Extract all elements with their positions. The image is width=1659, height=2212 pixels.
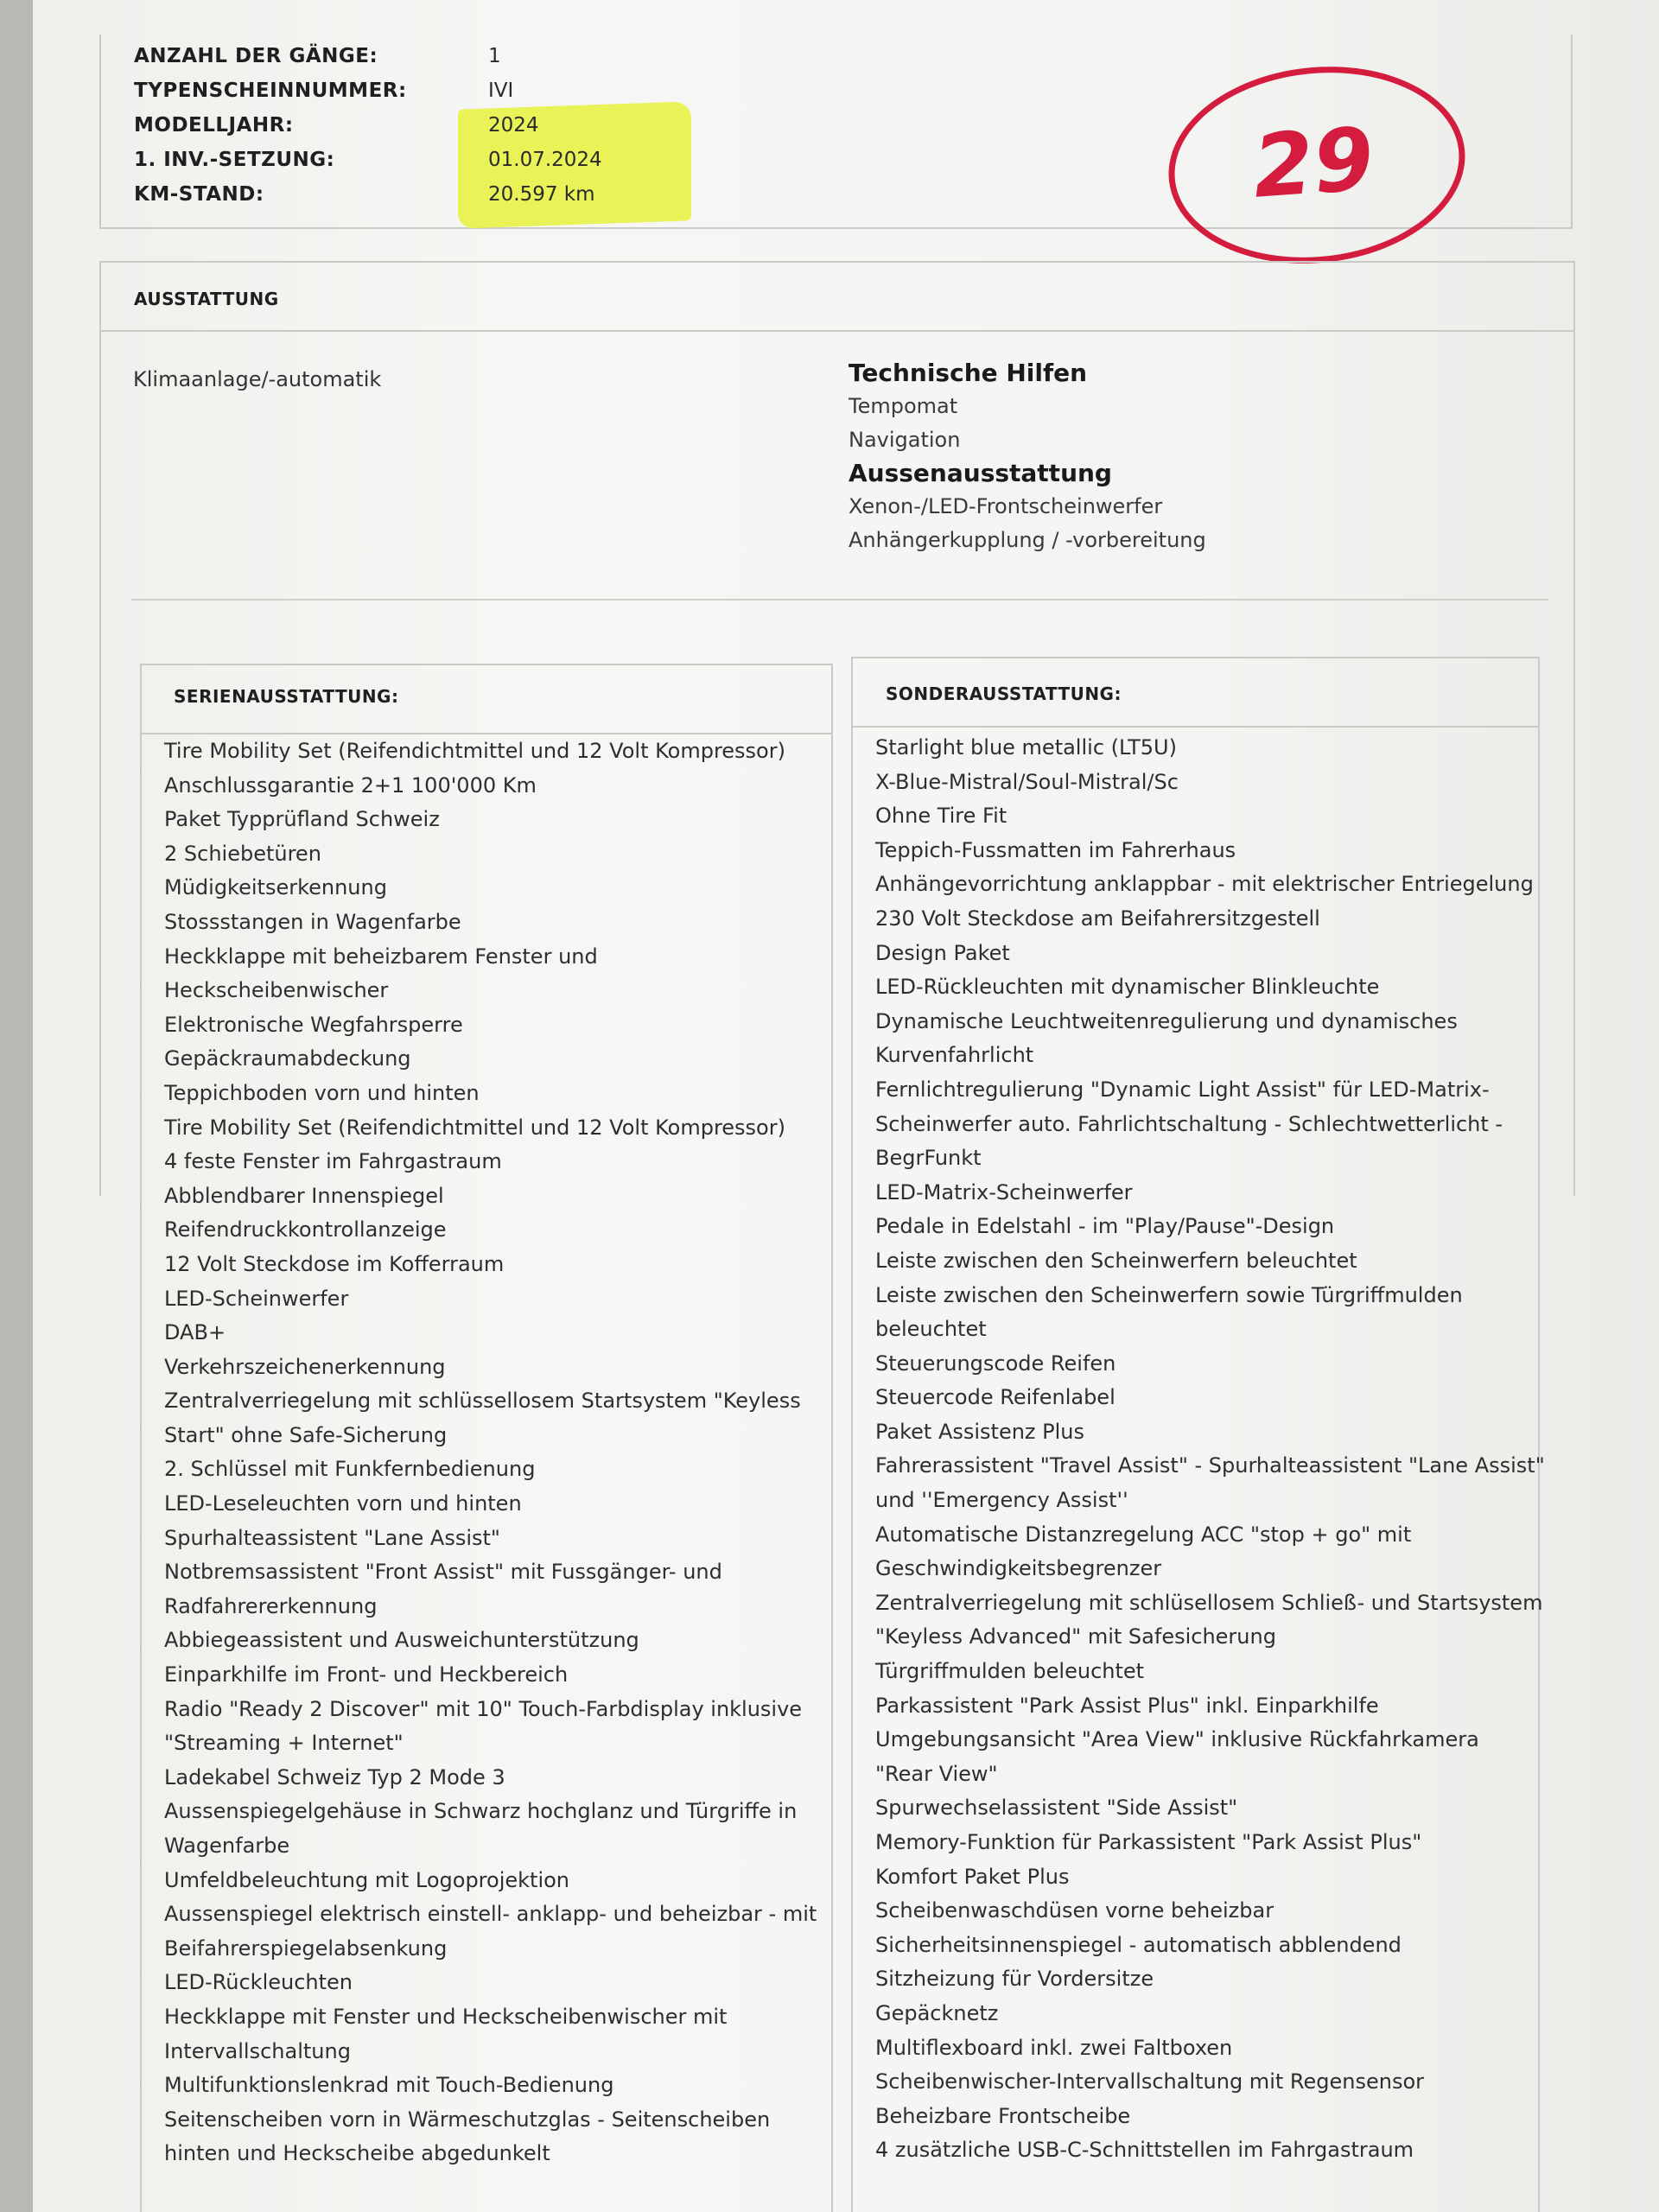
serienausstattung-title: SERIENAUSSTATTUNG:	[174, 686, 399, 707]
list-item: Paket Assistenz Plus	[875, 1419, 1085, 1444]
list-item: Aussenspiegel elektrisch einstell- anklapp- und beheizbar - mit	[164, 1902, 817, 1927]
list-item: Zentralverriegelung mit schlüssellosem Startsystem "Keyless	[164, 1389, 801, 1414]
list-item: Spurwechselassistent "Side Assist"	[875, 1796, 1238, 1821]
spec-value: 2024	[488, 114, 539, 137]
list-item: Heckscheibenwischer	[164, 978, 389, 1003]
list-item: 2 Schiebetüren	[164, 841, 321, 866]
list-item: Steuercode Reifenlabel	[875, 1385, 1116, 1410]
list-item: Wagenfarbe	[164, 1834, 290, 1858]
list-item: Sicherheitsinnenspiegel - automatisch abblendend	[875, 1932, 1402, 1957]
list-item: Notbremsassistent "Front Assist" mit Fussgänger- und	[164, 1560, 722, 1585]
list-item: 2. Schlüssel mit Funkfernbedienung	[164, 1457, 536, 1482]
list-item: Abbiegeassistent und Ausweichunterstützung	[164, 1628, 639, 1653]
list-item: Zentralverriegelung mit schlüsellosem Schließ- und Startsystem	[875, 1590, 1543, 1615]
list-item: BegrFunkt	[875, 1146, 982, 1171]
list-item: Komfort Paket Plus	[875, 1864, 1070, 1889]
list-item: Scheinwerfer auto. Fahrlichtschaltung - Schlechtwetterlicht -	[875, 1111, 1503, 1136]
group-item: Xenon-/LED-Frontscheinwerfer	[849, 494, 1163, 518]
sonderausstattung-title: SONDERAUSSTATTUNG:	[886, 683, 1122, 704]
list-item: Verkehrszeichenerkennung	[164, 1354, 446, 1379]
list-item: "Streaming + Internet"	[164, 1731, 404, 1756]
list-item: LED-Rückleuchten	[164, 1970, 353, 1995]
divider	[131, 599, 1548, 601]
list-item: 4 feste Fenster im Fahrgastraum	[164, 1149, 502, 1174]
list-item: LED-Leseleuchten vorn und hinten	[164, 1491, 522, 1516]
list-item: Geschwindigkeitsbegrenzer	[875, 1556, 1162, 1581]
ausstattung-title: AUSSTATTUNG	[134, 289, 279, 309]
handwritten-number: 29	[1249, 108, 1377, 218]
list-item: Automatische Distanzregelung ACC "stop + go" mit	[875, 1522, 1412, 1547]
list-item: 12 Volt Steckdose im Kofferraum	[164, 1251, 505, 1276]
list-item: DAB+	[164, 1320, 226, 1345]
frame-line	[99, 332, 101, 1196]
list-item: Starlight blue metallic (LT5U)	[875, 735, 1177, 760]
list-item: Müdigkeitserkennung	[164, 875, 387, 900]
list-item: Teppich-Fussmatten im Fahrerhaus	[875, 837, 1236, 862]
list-item: Umgebungsansicht "Area View" inklusive Rückfahrkamera	[875, 1727, 1479, 1752]
list-item: Kurvenfahrlicht	[875, 1043, 1034, 1068]
list-item: Parkassistent "Park Assist Plus" inkl. Einparkhilfe	[875, 1693, 1379, 1718]
frame-line	[1573, 332, 1575, 1196]
spec-value: 1	[488, 45, 501, 67]
spec-value: 20.597 km	[488, 183, 595, 206]
list-item: Radio "Ready 2 Discover" mit 10" Touch-Farbdisplay inklusive	[164, 1696, 803, 1721]
spec-label: TYPENSCHEINNUMMER:	[134, 79, 407, 102]
list-item: und ''Emergency Assist''	[875, 1488, 1128, 1513]
list-item: Start" ohne Safe-Sicherung	[164, 1422, 448, 1447]
list-item: Design Paket	[875, 940, 1010, 965]
group-item: Anhängerkupplung / -vorbereitung	[849, 528, 1206, 552]
list-item: Tire Mobility Set (Reifendichtmittel und 12 Volt Kompressor)	[164, 739, 785, 763]
list-item: Tire Mobility Set (Reifendichtmittel und 12 Volt Kompressor)	[164, 1115, 785, 1140]
sonderausstattung-list	[875, 731, 1545, 2168]
list-item: Heckklappe mit Fenster und Heckscheibenwischer mit	[164, 2004, 728, 2029]
group-item: Tempomat	[849, 394, 958, 418]
list-item: Dynamische Leuchtweitenregulierung und dynamisches	[875, 1008, 1458, 1033]
ausstattung-header	[99, 261, 1575, 332]
list-item: Umfeldbeleuchtung mit Logoprojektion	[164, 1867, 570, 1892]
group-heading: Technische Hilfen	[849, 359, 1088, 387]
list-item: Elektronische Wegfahrsperre	[164, 1012, 463, 1037]
list-item: Radfahrererkennung	[164, 1593, 378, 1618]
spec-value: IVI	[488, 79, 514, 102]
list-item: Abblendbarer Innenspiegel	[164, 1183, 444, 1208]
list-item: 4 zusätzliche USB-C-Schnittstellen im Fahrgastraum	[875, 2138, 1414, 2163]
list-item: Spurhalteassistent "Lane Assist"	[164, 1525, 500, 1550]
list-item: Beifahrerspiegelabsenkung	[164, 1936, 448, 1961]
list-item: Gepäcknetz	[875, 2000, 999, 2025]
spec-label: MODELLJAHR:	[134, 114, 294, 137]
spec-label: 1. INV.-SETZUNG:	[134, 149, 335, 171]
list-item: Anhängevorrichtung anklappbar - mit elektrischer Entriegelung	[875, 872, 1534, 897]
serienausstattung-list	[164, 734, 817, 2171]
list-item: "Rear View"	[875, 1761, 998, 1786]
list-item: Ohne Tire Fit	[875, 804, 1007, 829]
list-item: Scheibenwaschdüsen vorne beheizbar	[875, 1898, 1274, 1923]
list-item: Stossstangen in Wagenfarbe	[164, 909, 461, 934]
list-item: Sitzheizung für Vordersitze	[875, 1967, 1154, 1992]
list-item: Leiste zwischen den Scheinwerfern beleuchtet	[875, 1248, 1357, 1273]
list-item: Ladekabel Schweiz Typ 2 Mode 3	[164, 1764, 505, 1789]
list-item: 230 Volt Steckdose am Beifahrersitzgestell	[875, 906, 1320, 931]
list-item: beleuchtet	[875, 1317, 987, 1342]
list-item: Türgriffmulden beleuchtet	[875, 1659, 1145, 1684]
list-item: Heckklappe mit beheizbarem Fenster und	[164, 944, 598, 969]
list-item: Aussenspiegelgehäuse in Schwarz hochglanz und Türgriffe in	[164, 1799, 798, 1824]
list-item: Fahrerassistent "Travel Assist" - Spurhalteassistent "Lane Assist"	[875, 1453, 1545, 1478]
list-item: Paket Typprüfland Schweiz	[164, 807, 440, 832]
group-heading: Aussenausstattung	[849, 459, 1112, 487]
list-item: Multiflexboard inkl. zwei Faltboxen	[875, 2035, 1233, 2060]
list-item: hinten und Heckscheibe abgedunkelt	[164, 2141, 550, 2166]
spec-label: KM-STAND:	[134, 183, 264, 206]
list-item: Einparkhilfe im Front- und Heckbereich	[164, 1662, 569, 1688]
list-item: Intervallschaltung	[164, 2038, 351, 2063]
list-item: "Keyless Advanced" mit Safesicherung	[875, 1624, 1276, 1649]
list-item: X-Blue-Mistral/Soul-Mistral/Sc	[875, 769, 1179, 794]
list-item: Multifunktionslenkrad mit Touch-Bedienung	[164, 2073, 614, 2098]
list-item: LED-Scheinwerfer	[164, 1286, 349, 1311]
list-item: Leiste zwischen den Scheinwerfern sowie Türgriffmulden	[875, 1282, 1463, 1307]
list-item: Beheizbare Frontscheibe	[875, 2103, 1131, 2128]
ausstattung-groups	[849, 357, 1332, 557]
list-item: Gepäckraumabdeckung	[164, 1046, 411, 1071]
list-item: Pedale in Edelstahl - im "Play/Pause"-Design	[875, 1214, 1335, 1239]
list-item: Anschlussgarantie 2+1 100'000 Km	[164, 772, 537, 798]
list-item: Teppichboden vorn und hinten	[164, 1080, 480, 1105]
ausstattung-left-item: Klimaanlage/-automatik	[133, 367, 382, 391]
list-item: Reifendruckkontrollanzeige	[164, 1217, 447, 1243]
list-item: Seitenscheiben vorn in Wärmeschutzglas - Seitenscheiben	[164, 2107, 771, 2132]
list-item: Scheibenwischer-Intervallschaltung mit Regensensor	[875, 2069, 1425, 2094]
spec-label: ANZAHL DER GÄNGE:	[134, 45, 378, 67]
spec-value: 01.07.2024	[488, 149, 602, 171]
list-item: LED-Matrix-Scheinwerfer	[875, 1179, 1133, 1205]
list-item: Memory-Funktion für Parkassistent "Park Assist Plus"	[875, 1830, 1422, 1854]
list-item: LED-Rückleuchten mit dynamischer Blinkleuchte	[875, 975, 1380, 1000]
group-item: Navigation	[849, 428, 961, 452]
list-item: Steuerungscode Reifen	[875, 1351, 1116, 1376]
list-item: Fernlichtregulierung "Dynamic Light Assist" für LED-Matrix-	[875, 1077, 1490, 1102]
